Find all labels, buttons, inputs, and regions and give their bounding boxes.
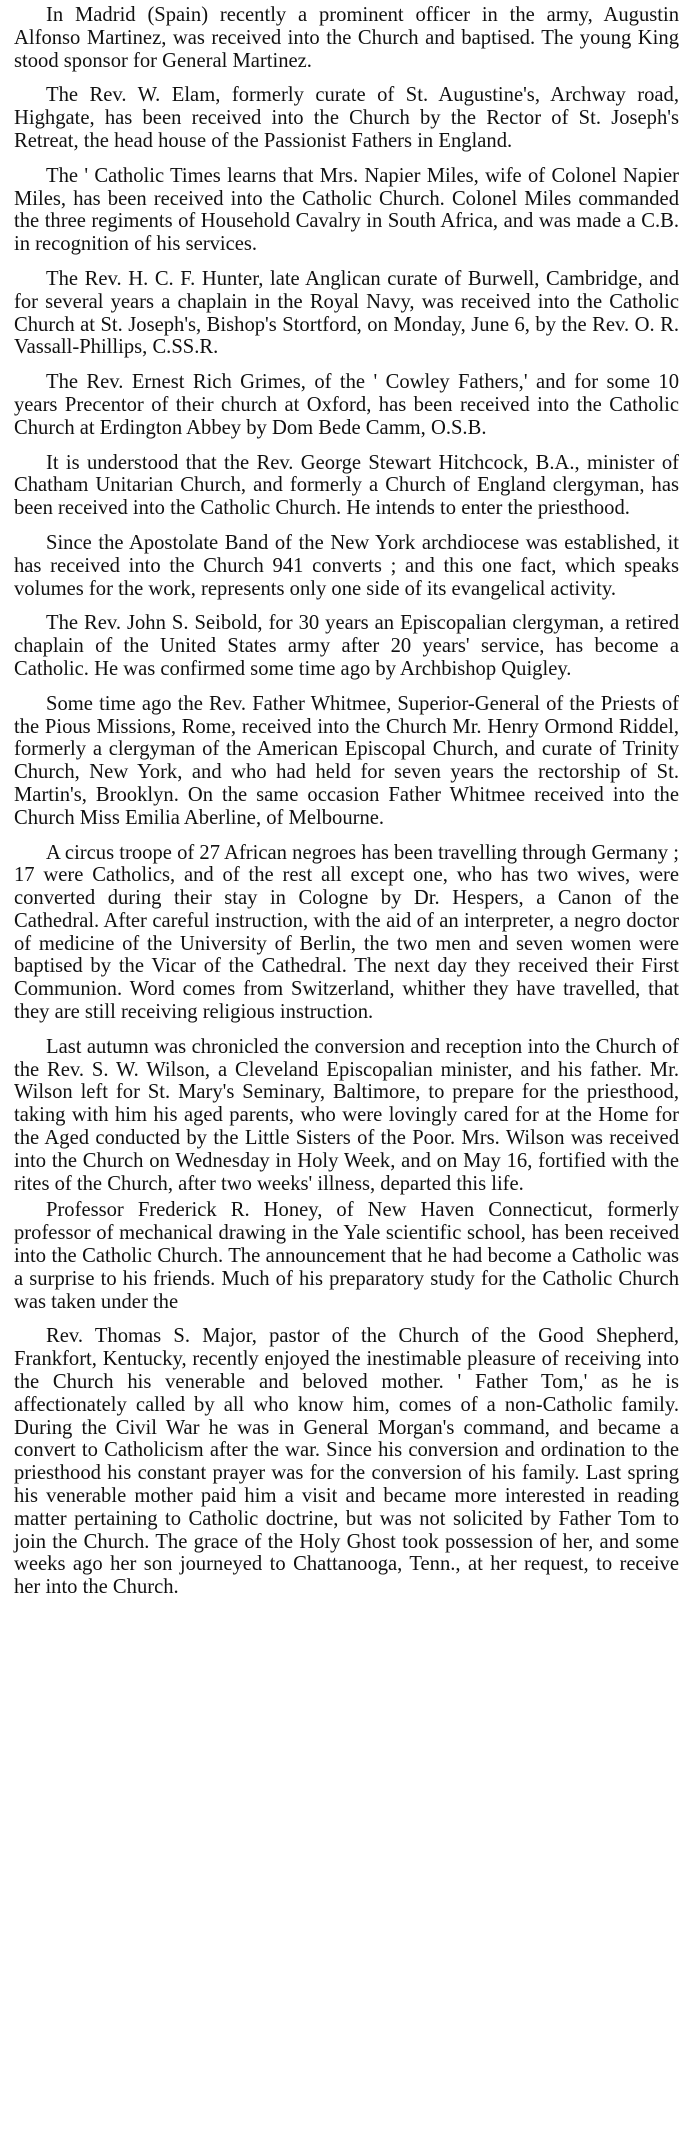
news-item-circus-troope: A circus troope of 27 African negroes has been travelling through Germany ; 17 were Catholics, and of the rest all except one, who has two wives, were converted during their stay in Cologne by Dr. Hespers, a Canon of the Cathedral. After careful instruction, with the aid of an interpreter, a negro doctor of medicine of the University of Berlin, the two men and seven women were baptised by the Vicar of the Cathedral. The next day they received their First Communion. Word comes from Switzerland, whither they have travelled, that they are still receiving religious instruction. bbox=[14, 841, 679, 1024]
news-item-grimes: The Rev. Ernest Rich Grimes, of the ' Cowley Fathers,' and for some 10 years Precentor of their church at Oxford, has been received into the Catholic Church at Erdington Abbey by Dom Bede Camm, O.S.B. bbox=[14, 371, 679, 439]
news-item-apostolate-band: Since the Apostolate Band of the New York archdiocese was established, it has received into the Church 941 converts ; and this one fact, which speaks volumes for the work, represents only one side of its evangelical activity. bbox=[14, 531, 679, 600]
news-item-major: Rev. Thomas S. Major, pastor of the Church of the Good Shepherd, Frankfort, Kentucky, recently enjoyed the inestimable pleasure of receiving into the Church his venerable and beloved mother. ' Father Tom,' as he is affectionately called by all who know him, comes of a non-Catholic family. During the Civil War he was in General Morgan's command, and became a convert to Catholicism after the war. Since his conversion and ordination to the priesthood his constant prayer was for the conversion of his family. Last spring his venerable mother paid him a visit and became more interested in reading matter pertaining to Catholic doctrine, but was not solicited by Father Tom to join the Church. The grace of the Holy Ghost took possession of her, and some weeks ago her son journeyed to Chattanooga, Tenn., at her request, to receive her into the Church. bbox=[14, 1325, 679, 1599]
news-item-seibold: The Rev. John S. Seibold, for 30 years an Episcopalian clergyman, a retired chaplain of the United States army after 20 years' service, has become a Catholic. He was confirmed some time ago by Archbishop Quigley. bbox=[14, 612, 679, 680]
news-item-elam: The Rev. W. Elam, formerly curate of St. Augustine's, Archway road, Highgate, has been received into the Church by the Rector of St. Joseph's Retreat, the head house of the Passionist Fathers in England. bbox=[14, 84, 679, 152]
news-item-napier-miles: The ' Catholic Times learns that Mrs. Napier Miles, wife of Colonel Napier Miles, has been received into the Catholic Church. Colonel Miles commanded the three regiments of Household Cavalry in South Africa, and was made a C.B. in recognition of his services. bbox=[14, 164, 679, 256]
news-item-martinez: In Madrid (Spain) recently a prominent officer in the army, Augustin Alfonso Martinez, was received into the Church and baptised. The young King stood sponsor for General Martinez. bbox=[14, 4, 679, 72]
news-item-whitmee: Some time ago the Rev. Father Whitmee, Superior-General of the Priests of the Pious Missions, Rome, received into the Church Mr. Henry Ormond Riddel, formerly a clergyman of the American Episcopal Church, and curate of Trinity Church, New York, and who had held for seven years the rectorship of St. Martin's, Brooklyn. On the same occasion Father Whitmee received into the Church Miss Emilia Aberline, of Melbourne. bbox=[14, 692, 679, 829]
news-item-wilson: Last autumn was chronicled the conversion and reception into the Church of the Rev. S. W. Wilson, a Cleveland Episcopalian minister, and his father. Mr. Wilson left for St. Mary's Seminary, Baltimore, to prepare for the priesthood, taking with him his aged parents, who were lovingly cared for at the Home for the Aged conducted by the Little Sisters of the Poor. Mrs. Wilson was received into the Church on Wednesday in Holy Week, and on May 16, fortified with the rites of the Church, after two weeks' illness, departed this life. bbox=[14, 1035, 679, 1195]
news-item-honey: Professor Frederick R. Honey, of New Haven Connecticut, formerly professor of mechanical drawing in the Yale scientific school, has been received into the Catholic Church. The announcement that he had become a Catholic was a surprise to his friends. Much of his preparatory study for the Catholic Church was taken under the bbox=[14, 1199, 679, 1313]
news-item-hitchcock: It is understood that the Rev. George Stewart Hitchcock, B.A., minister of Chatham Unitarian Church, and formerly a Church of England clergyman, has been received into the Catholic Church. He intends to enter the priesthood. bbox=[14, 451, 679, 520]
news-item-hunter: The Rev. H. C. F. Hunter, late Anglican curate of Burwell, Cambridge, and for several years a chaplain in the Royal Navy, was received into the Catholic Church at St. Joseph's, Bishop's Stortford, on Monday, June 6, by the Rev. O. R. Vassall-Phillips, C.SS.R. bbox=[14, 267, 679, 359]
